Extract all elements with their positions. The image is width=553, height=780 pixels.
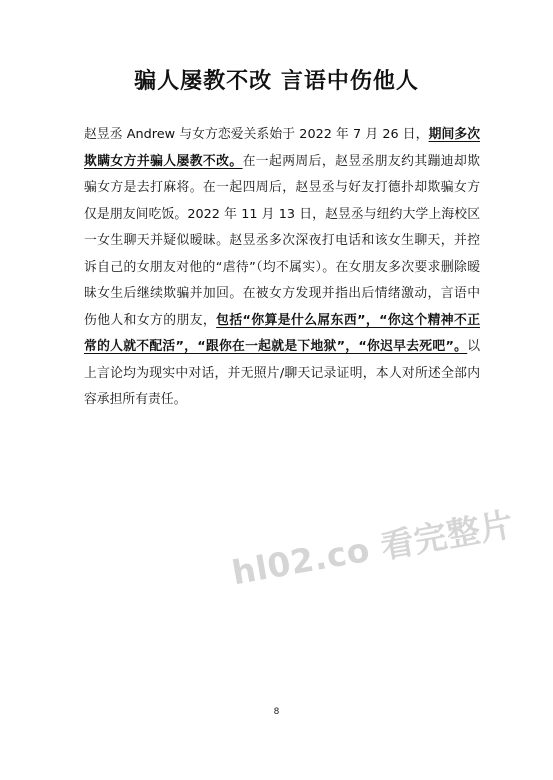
watermark-text: hl02.co 看完整片 [229,504,517,593]
document-title: 骗人屡教不改 言语中伤他人 [134,69,419,94]
page-number: 8 [273,707,280,717]
paragraph-text-1: 赵昱丞 Andrew 与女方恋爱关系始于 2022 年 7 月 26 日， [84,127,429,142]
emphasized-text-1: 期间多次欺瞒女方并骗人屡教不改。 [84,127,481,169]
body-paragraph [84,122,480,414]
paragraph-text-2: 在一起两周后，赵昱丞朋友约其蹦迪却欺骗女方是去打麻将。在一起四周后，赵昱丞与好友打德扑却欺骗女方仅是朋友间吃饭。2022 年 11 月 13 日，赵昱丞与纽约大学上海校区一女生聊天并疑似暧昧。赵昱丞多次深夜打电话和该女生聊天，并控诉自己的女朋友对他的“虐待”（均不属实）。在女朋友多次要求删除暧昧女生后继续欺骗并加回。在被女方发现并指出后情绪激动，言语中伤他人和女方的朋友， [84,153,481,328]
emphasized-quotes: 包括“你算是什么屌东西”，“你这个精神不正常的人就不配活”，“跟你在一起就是下地狱”，“你迟早去死吧”。 [84,312,481,354]
paragraph-text-3: 以上言论均为现实中对话，并无照片/聊天记录证明，本人对所述全部内容承担所有责任。 [84,339,480,407]
